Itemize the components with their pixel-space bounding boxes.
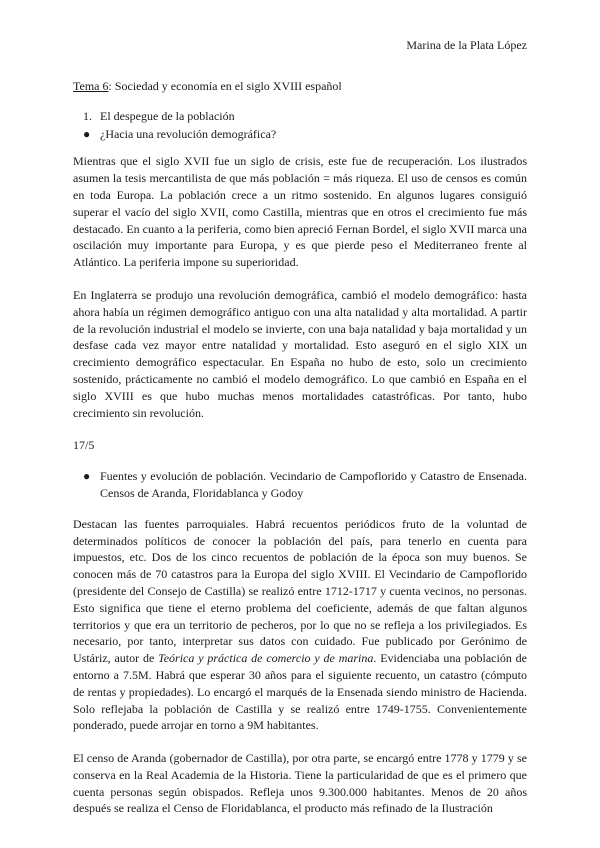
bullet-icon: ● <box>83 469 91 484</box>
outline-item-text: El despegue de la población <box>100 108 235 123</box>
title-text: : Sociedad y economía en el siglo XVIII español <box>108 79 342 93</box>
author-name: Marina de la Plata López <box>406 38 527 52</box>
outline-item <box>73 126 527 143</box>
section-heading-text: Fuentes y evolución de población. Vecindario de Campoflorido y Catastro de Ensenada. Censos de Aranda, Floridablanca y Godoy <box>100 469 527 500</box>
outline-item-text: ¿Hacia una revolución demográfica? <box>100 126 277 141</box>
paragraph: El censo de Aranda (gobernador de Castilla), por otra parte, se encargó entre 1778 y 1779 y se conserva en la Real Academia de la Historia. Tiene la particularidad de que es el primero que cuenta personas según obispados. Refleja unos 9.300.000 habitantes. Menos de 20 años después se realiza el Censo de Floridablanca, el producto más refinado de la Ilustración <box>73 751 527 816</box>
bullet-icon: ● <box>83 126 91 141</box>
book-title: Teórica y práctica de comercio y de marina <box>158 651 374 666</box>
outline-list <box>73 108 527 143</box>
document-body <box>73 78 527 833</box>
paragraph-text: Destacan las fuentes parroquiales. Habrá recuentos periódicos fruto de la voluntad de determinados políticos de conocer la población del país, para tenerlo en cuenta para impuestos, etc. Dos de los cinco recuentos de población de la época son muy buenos. Se conocen más de 70 catastros para la Europa del siglo XVIII. El Vecindario de Campoflorido (presidente del Consejo de Castilla) se realizó entre 1712-1717 y cuenta vecinos, no personas. Esto significa que tiene el eterno problema del coeficiente, además de que faltan algunos territorios y que era un territorio de pecheros, por lo que no se refleja a los privilegiados. Es necesario, por tanto, interpretar sus datos con cuidado. Fue publicado por Gerónimo de Ustáriz, autor de <box>73 516 527 666</box>
document-title <box>73 78 527 95</box>
section-heading <box>73 468 527 502</box>
paragraph-text: . Evidenciaba una población de entorno a 7.5M. Habrá que esperar 30 años para el siguiente recuento, un catastro (cómputo de rentas y propiedades). Lo encargó el marqués de la Ensenada siendo ministro de Hacienda. Solo reflejaba la población de Castilla y se realizó entre 1749-1755. Convenientemente ponderado, puede arrojar en torno a 9M habitantes. <box>73 651 527 733</box>
paragraph: Mientras que el siglo XVII fue un siglo de crisis, este fue de recuperación. Los ilustrados asumen la tesis mercantilista de que más población = más riqueza. El uso de censos es común en toda Europa. La población crece a un ritmo sostenido. En algunos lugares consiguió superar el vacío del siglo XVII, como Castilla, mientras que en otros el crecimiento fue más destacado. En cuanto a la periferia, como bien apreció Fernan Bordel, el siglo XVII marca una oscilación muy importante para Europa, y es que pierde peso el Mediterraneo frente al Atlántico. La periferia impone su superioridad. <box>73 154 527 270</box>
paragraph: En Inglaterra se produjo una revolución demográfica, cambió el modelo demográfico: hasta ahora había un régimen demográfico antiguo con una alta natalidad y alta mortalidad. A partir de la revolución industrial el modelo se invierte, con una baja natalidad y baja mortalidad y un desfase cada vez mayor entre natalidad y mortalidad. Esto aseguró en el siglo XIX un crecimiento demográfico espectacular. En España no hubo de esto, solo un crecimiento sostenido, prácticamente no cambió el modelo demográfico. Lo que cambió en España en el siglo XVIII es que hubo muchas menos mortalidades catastróficas. Por tanto, hubo crecimiento sin revolución. <box>73 287 527 420</box>
date-label: 17/5 <box>73 438 95 453</box>
paragraph <box>73 516 527 734</box>
topic-label: Tema 6 <box>73 79 109 93</box>
numbered-marker: 1. <box>83 108 92 123</box>
outline-item <box>73 108 527 125</box>
